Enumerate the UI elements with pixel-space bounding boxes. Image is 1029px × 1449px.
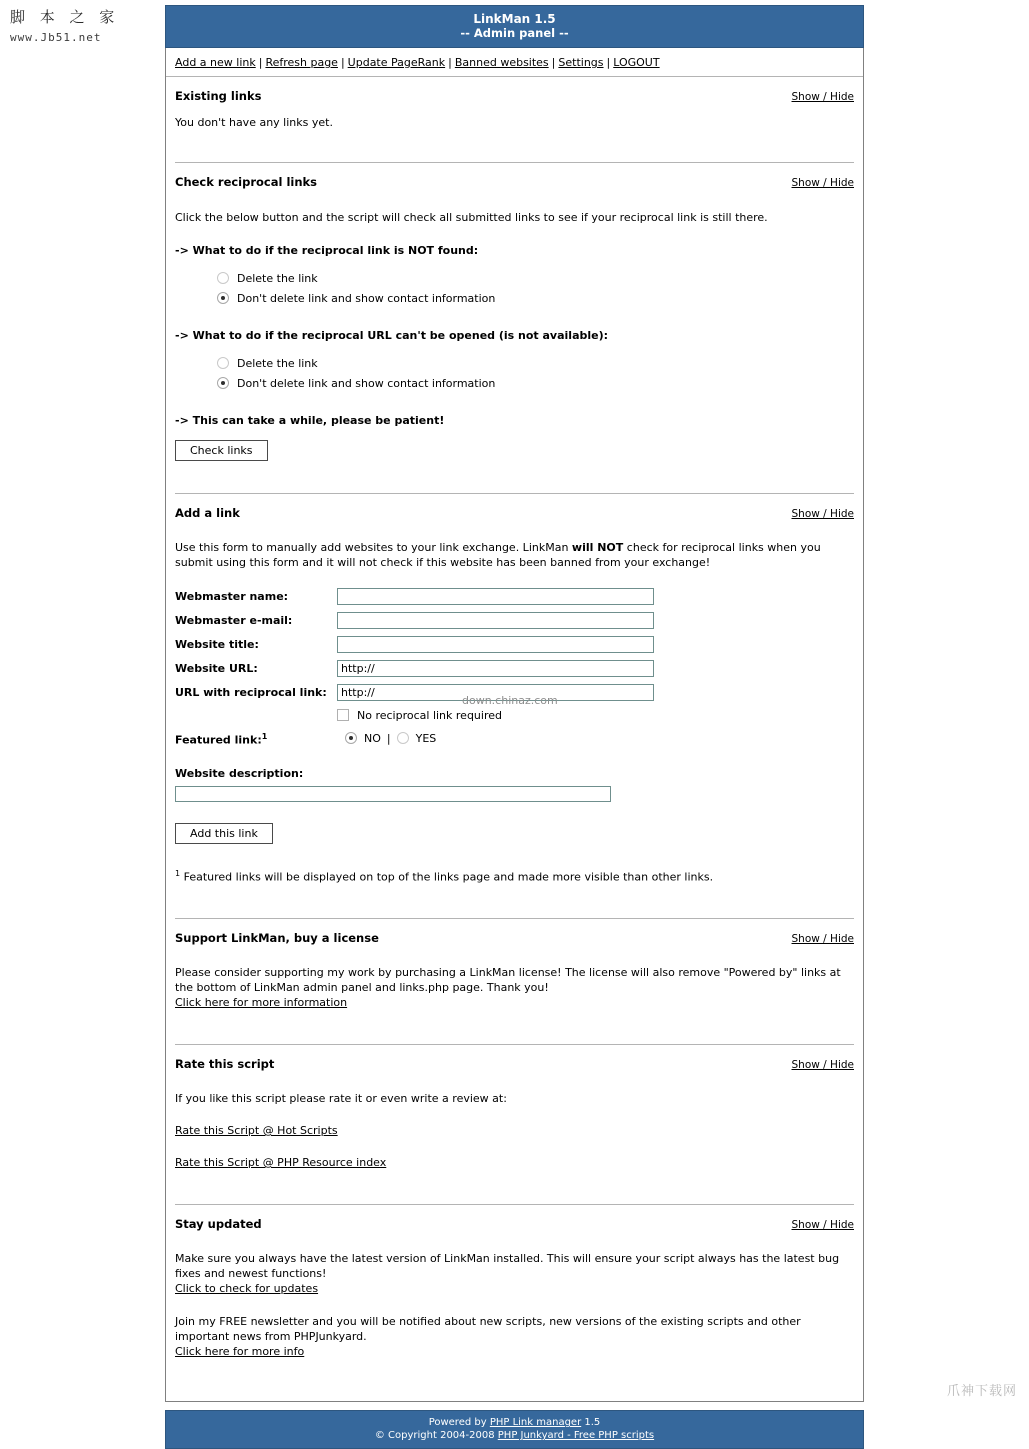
menu-item-update-pagerank[interactable]: Update PageRank <box>347 56 446 69</box>
radio-icon[interactable] <box>217 272 229 284</box>
section-body <box>175 191 854 481</box>
titlebar <box>165 5 864 48</box>
label-featured-link-text: Featured link: <box>175 733 262 747</box>
footer-powered-suffix: 1.5 <box>581 1417 601 1429</box>
corner-watermark: 爪神下载网 <box>946 1384 1017 1399</box>
section-body <box>175 1073 854 1192</box>
label-website-url: Website URL: <box>175 661 258 675</box>
section-title-add-a-link: Add a link <box>175 506 240 520</box>
radio-featured-yes[interactable] <box>397 732 409 744</box>
support-more-information-link[interactable]: Click here for more information <box>175 996 348 1010</box>
section-header <box>175 1057 854 1073</box>
question-not-available-label: -> What to do if the reciprocal URL can't be opened (is not available): <box>175 329 609 342</box>
radio-label: Delete the link <box>237 271 318 285</box>
radio-icon[interactable] <box>217 292 229 304</box>
radio-label: Don't delete link and show contact information <box>237 291 496 305</box>
support-text: Please consider supporting my work by purchasing a LinkMan license! The license will also remove "Powered by" links at the bottom of LinkMan admin panel and links.php page. Thank you! <box>175 966 841 995</box>
footnote-marker: 1 <box>175 868 181 878</box>
section-existing-links <box>175 77 854 150</box>
input-website-description[interactable] <box>175 786 611 802</box>
show-hide-toggle-existing-links[interactable]: Show / Hide <box>791 91 854 103</box>
section-support-linkman <box>175 919 854 1032</box>
radio-label: Delete the link <box>237 356 318 370</box>
site-logo-cn: 脚 本 之 家 <box>10 8 120 26</box>
featured-links-footnote <box>175 866 854 885</box>
rate-intro: If you like this script please rate it or even write a review at: <box>175 1092 507 1106</box>
radio-icon[interactable] <box>217 377 229 389</box>
section-title-rate: Rate this script <box>175 1057 275 1072</box>
menu-separator: | <box>551 56 556 69</box>
patience-note: -> This can take a while, please be patient! <box>175 414 445 427</box>
radio-option-q1-keep[interactable] <box>217 288 854 308</box>
radio-option-q2-keep[interactable] <box>217 373 854 393</box>
section-title-stay-updated: Stay updated <box>175 1217 262 1232</box>
section-header <box>175 175 854 191</box>
input-website-title[interactable] <box>337 636 654 653</box>
add-link-intro <box>175 540 854 570</box>
footer-php-junkyard-link[interactable]: PHP Junkyard - Free PHP scripts <box>497 1430 655 1442</box>
existing-links-empty-text: You don't have any links yet. <box>175 116 333 129</box>
add-link-intro-part1: Use this form to manually add websites to your link exchange. LinkMan <box>175 541 572 554</box>
form-row-featured-link <box>175 726 854 750</box>
show-hide-toggle-support[interactable]: Show / Hide <box>791 933 854 946</box>
label-featured-yes: YES <box>415 731 437 745</box>
section-body <box>175 522 854 906</box>
rate-php-resource-index-link[interactable]: Rate this Script @ PHP Resource index <box>175 1156 387 1170</box>
form-row-website-url <box>175 656 854 680</box>
section-title-existing-links: Existing links <box>175 89 262 103</box>
show-hide-toggle-check-reciprocal[interactable]: Show / Hide <box>791 177 854 189</box>
section-body <box>175 1233 854 1401</box>
footer-php-link-manager-link[interactable]: PHP Link manager <box>489 1417 582 1429</box>
row-no-reciprocal-required <box>175 704 854 726</box>
input-website-url[interactable] <box>337 660 654 677</box>
form-row-webmaster-email <box>175 608 854 632</box>
label-webmaster-name: Webmaster name: <box>175 589 289 603</box>
app-title: LinkMan 1.5 <box>473 12 556 26</box>
footer-powered-prefix: Powered by <box>428 1417 490 1429</box>
add-link-intro-part2: check for reciprocal links when you submit using this form and it will not check if this website has been banned from your exchange! <box>175 541 821 569</box>
input-reciprocal-url[interactable] <box>337 684 654 701</box>
section-check-reciprocal-links <box>175 163 854 481</box>
show-hide-toggle-add-a-link[interactable]: Show / Hide <box>791 508 854 520</box>
label-featured-no: NO <box>364 731 381 745</box>
check-links-button[interactable]: Check links <box>175 440 268 461</box>
check-reciprocal-intro: Click the below button and the script will check all submitted links to see if your reciprocal link is still there. <box>175 211 768 224</box>
section-rate-this-script <box>175 1045 854 1192</box>
app-subtitle: -- Admin panel -- <box>460 26 569 40</box>
featured-options <box>337 731 442 746</box>
radio-option-q2-delete[interactable] <box>217 353 854 373</box>
footer <box>165 1410 864 1449</box>
section-title-check-reciprocal: Check reciprocal links <box>175 175 318 189</box>
radio-option-q1-delete[interactable] <box>217 268 854 288</box>
menu-separator: | <box>258 56 263 69</box>
menu-separator: | <box>340 56 345 69</box>
panel <box>165 48 864 1402</box>
label-website-title: Website title: <box>175 637 259 651</box>
section-stay-updated <box>175 1205 854 1401</box>
site-logo-url: www.Jb51.net <box>10 31 102 44</box>
panel-body <box>166 77 863 1401</box>
input-webmaster-email[interactable] <box>337 612 654 629</box>
section-header <box>175 89 854 105</box>
label-website-description: Website description: <box>175 767 304 780</box>
input-webmaster-name[interactable] <box>337 588 654 605</box>
menu-separator: | <box>448 56 452 69</box>
footnote-marker: 1 <box>261 731 268 741</box>
menu-item-add-a-new-link[interactable]: Add a new link <box>175 56 256 69</box>
stay-updated-text-2: Join my FREE newsletter and you will be notified about new scripts, new versions of the existing scripts and other important news from PHPJunkyard. <box>175 1315 801 1344</box>
add-link-form <box>175 584 854 906</box>
section-body <box>175 947 854 1032</box>
stay-updated-text-1: Make sure you always have the latest version of LinkMan installed. This will ensure your script always has the latest bug fixes and newest functions! <box>175 1252 840 1281</box>
footer-copyright-prefix: © Copyright 2004-2008 <box>374 1430 498 1442</box>
footnote-text: Featured links will be displayed on top of the links page and made more visible than other links. <box>183 870 714 884</box>
menu-separator: | <box>606 56 611 69</box>
add-this-link-button[interactable]: Add this link <box>175 823 273 844</box>
radio-label: Don't delete link and show contact information <box>237 376 496 390</box>
site-logo <box>10 6 150 44</box>
menu-item-banned-websites[interactable]: Banned websites <box>454 56 549 69</box>
newsletter-more-info-link[interactable]: Click here for more info <box>175 1345 305 1359</box>
radio-featured-no[interactable] <box>345 732 357 744</box>
form-row-website-title <box>175 632 854 656</box>
section-title-support: Support LinkMan, buy a license <box>175 931 379 946</box>
admin-panel-window <box>165 5 864 1449</box>
form-row-webmaster-name <box>175 584 854 608</box>
menu-item-logout[interactable]: LOGOUT <box>613 56 660 69</box>
footer-copyright <box>166 1429 863 1442</box>
section-header <box>175 1217 854 1233</box>
rate-hot-scripts-link[interactable]: Rate this Script @ Hot Scripts <box>175 1124 338 1138</box>
show-hide-toggle-stay-updated[interactable]: Show / Hide <box>791 1219 854 1232</box>
menu-item-refresh-page[interactable]: Refresh page <box>265 56 338 69</box>
footer-powered-by <box>166 1416 863 1429</box>
section-body <box>175 105 854 150</box>
question-not-found-label: -> What to do if the reciprocal link is NOT found: <box>175 244 479 257</box>
label-reciprocal-url: URL with reciprocal link: <box>175 685 327 699</box>
menubar <box>166 48 863 77</box>
checkbox-no-reciprocal-required[interactable] <box>337 709 349 721</box>
label-no-reciprocal-required: No reciprocal link required <box>357 708 502 722</box>
section-header <box>175 506 854 522</box>
add-link-intro-emphasis: will NOT <box>571 541 624 554</box>
radio-icon[interactable] <box>217 357 229 369</box>
label-webmaster-email: Webmaster e-mail: <box>175 613 293 627</box>
form-row-reciprocal-url <box>175 680 854 704</box>
show-hide-toggle-rate[interactable]: Show / Hide <box>791 1059 854 1072</box>
section-header <box>175 931 854 947</box>
featured-pipe: | <box>386 731 391 745</box>
menu-item-settings[interactable]: Settings <box>558 56 604 69</box>
check-for-updates-link[interactable]: Click to check for updates <box>175 1282 319 1296</box>
label-featured-link <box>175 729 337 748</box>
form-watermark: down.chinaz.com <box>462 694 558 707</box>
section-add-a-link <box>175 494 854 906</box>
